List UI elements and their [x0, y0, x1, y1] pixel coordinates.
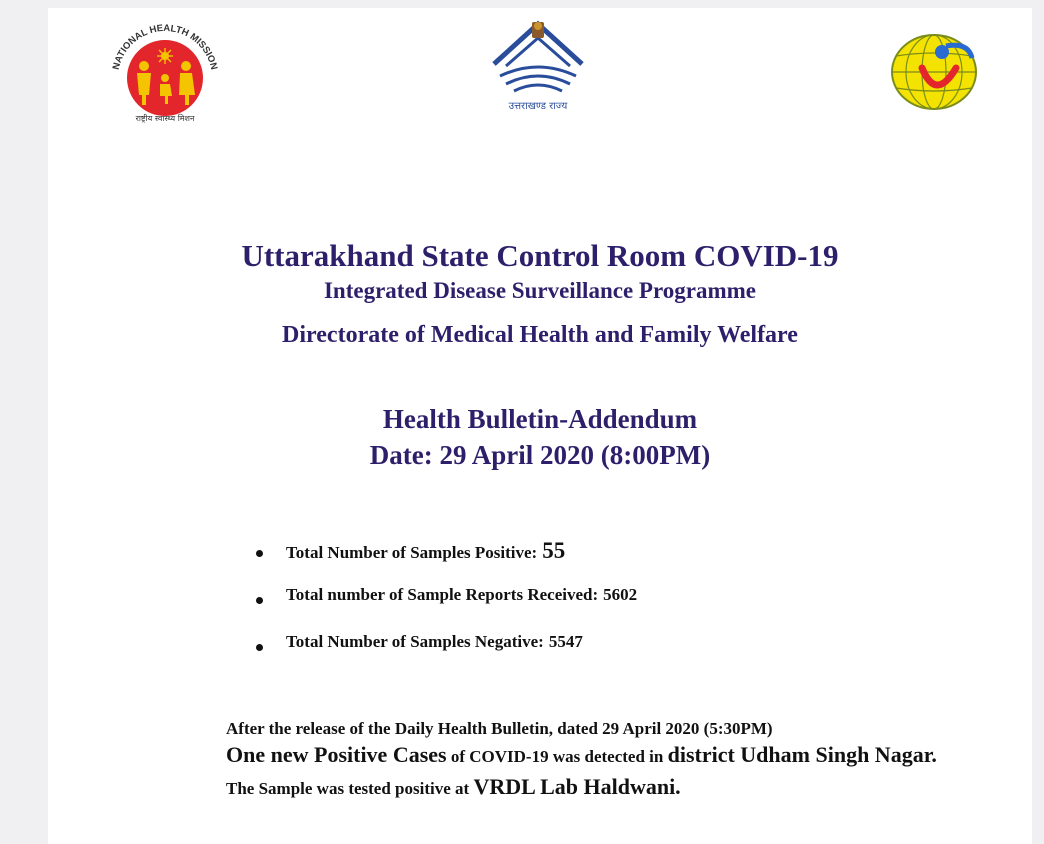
document-page — [48, 8, 1032, 844]
uttarakhand-emblem-logo — [486, 16, 590, 114]
paragraph-text: was detected in — [548, 747, 668, 766]
programme-subtitle: Integrated Disease Surveillance Programme — [323, 278, 756, 303]
bulletin-title: Health Bulletin-Addendum — [382, 404, 698, 434]
stat-value: 5602 — [603, 585, 638, 604]
national-health-mission-logo — [104, 20, 226, 126]
bullet-icon — [256, 597, 263, 604]
stat-value: 5547 — [548, 632, 583, 651]
stat-label: Total Number of Samples Positive: — [286, 543, 538, 562]
department-name: Directorate of Medical Health and Family Welfare — [282, 322, 798, 348]
list-item — [256, 585, 637, 632]
paragraph-text: COVID-19 — [469, 747, 549, 766]
svg-text:राष्ट्रीय स्वास्थ्य मिशन: राष्ट्रीय स्वास्थ्य मिशन — [135, 114, 195, 123]
bulletin-date: Date: 29 April 2020 (8:00PM) — [369, 440, 711, 470]
paragraph-text: The Sample was tested positive at — [226, 779, 474, 798]
list-item — [256, 632, 637, 679]
list-item — [256, 538, 637, 585]
paragraph-text: of — [446, 747, 470, 766]
stat-label: Total number of Sample Reports Received: — [286, 585, 599, 604]
paragraph-body — [226, 740, 946, 804]
district-name: district Udham Singh Nagar. — [667, 742, 937, 767]
update-paragraph — [226, 718, 946, 804]
svg-text:NATIONAL HEALTH MISSION: NATIONAL HEALTH MISSION — [110, 22, 220, 71]
page-title: Uttarakhand State Control Room COVID-19 — [241, 238, 839, 273]
lab-name: VRDL Lab Haldwani. — [473, 774, 681, 799]
svg-text:उत्तराखण्ड राज्य: उत्तराखण्ड राज्य — [508, 101, 568, 112]
paragraph-intro: After the release of the Daily Health Bulletin, dated 29 April 2020 (5:30PM) — [226, 719, 773, 738]
stats-list — [256, 538, 637, 679]
idsp-globe-logo — [888, 32, 980, 112]
bullet-icon — [256, 644, 263, 651]
stat-label: Total Number of Samples Negative: — [286, 632, 544, 651]
new-cases-text: One new Positive Cases — [226, 742, 447, 767]
bullet-icon — [256, 550, 263, 557]
stat-value: 55 — [542, 538, 566, 563]
